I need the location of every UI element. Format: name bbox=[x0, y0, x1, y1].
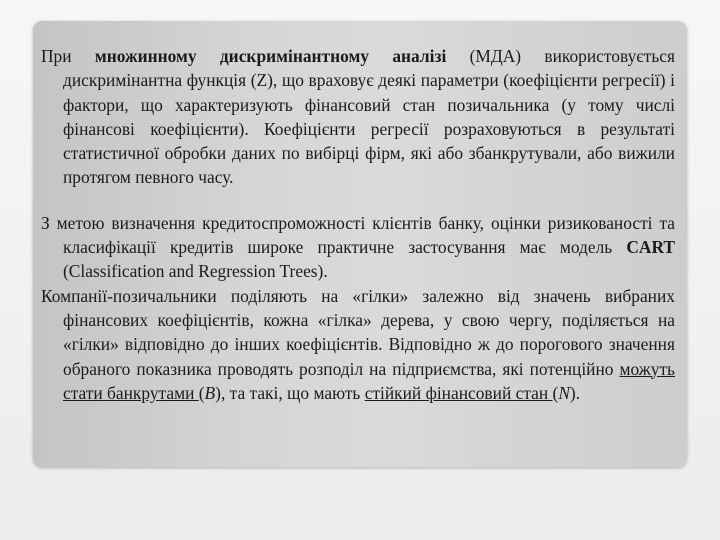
paragraph-branches-text-5: ). bbox=[569, 382, 581, 403]
paragraph-branches-underlined-bankrupt: можуть стати банкрутами bbox=[63, 358, 675, 403]
paragraph-branches-italic-b: B bbox=[204, 382, 216, 403]
paragraph-branches-text-4: ( bbox=[552, 382, 559, 403]
paragraph-mda-text-2: (МДА) використовується дискримінантна функція (Z), що враховує деякі параметри (коефіцієнти регресії) і фактори, що характеризують фінансовий стан позичальника (у тому числі фінансові коефіцієнти). Коефіцієнти регресії розраховуються в результаті статистичної обробки даних по вибірці фірм, які або збанкрутували, або вижили протягом певного часу. bbox=[63, 46, 675, 188]
paragraph-branches bbox=[41, 284, 675, 405]
paragraph-spacer bbox=[41, 190, 675, 211]
paragraph-branches-underlined-stable: стійкий фінансовий стан bbox=[364, 382, 553, 403]
paragraph-cart-text-2: (Classification and Regression Trees). bbox=[63, 261, 328, 282]
paragraph-branches-italic-n: N bbox=[558, 382, 570, 403]
slide-content bbox=[41, 44, 675, 405]
paragraph-branches-text-2: ( bbox=[198, 382, 205, 403]
paragraph-cart-bold-term: CART bbox=[626, 237, 675, 258]
paragraph-mda-text-1: При bbox=[41, 46, 95, 66]
paragraph-mda-bold-term: множинному дискримінантному аналізі bbox=[94, 46, 447, 66]
paragraph-mda bbox=[41, 44, 675, 190]
paragraph-branches-text-1: Компанії-позичальники поділяють на «гілки» залежно від значень вибраних фінансових коефіцієнтів, кожна «гілка» дерева, у свою чергу, поділяється на «гілки» відповідно до інших коефіцієнтів. Відповідно ж до порогового значення обраного показника проводять розподіл на підприємства, які потенційно bbox=[41, 285, 675, 379]
paragraph-branches-text-3: ), та такі, що мають bbox=[215, 382, 365, 403]
paragraph-cart bbox=[41, 211, 675, 284]
paragraph-cart-text-1: З метою визначення кредитоспроможності клієнтів банку, оцінки ризикованості та класифікації кредитів широке практичне застосування має модель bbox=[41, 212, 675, 258]
